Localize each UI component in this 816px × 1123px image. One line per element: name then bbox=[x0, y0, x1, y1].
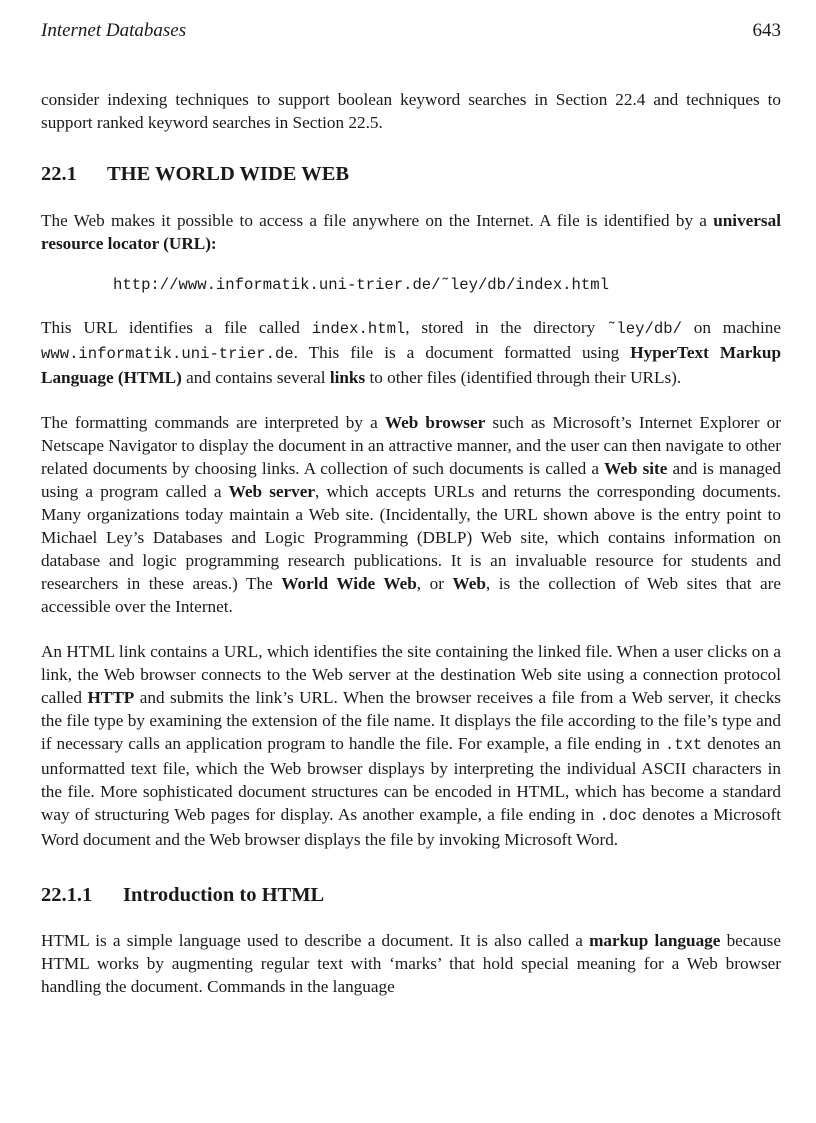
section-number: 22.1 bbox=[41, 163, 77, 185]
running-header bbox=[41, 20, 781, 46]
subsection-heading bbox=[41, 882, 781, 908]
code-directory: ˜ley/db/ bbox=[607, 320, 682, 338]
term-web-server: Web server bbox=[228, 482, 316, 501]
term-http: HTTP bbox=[87, 688, 135, 707]
term-world-wide-web: World Wide Web bbox=[281, 574, 417, 593]
term-html: HyperText Markup Language (HTML) bbox=[41, 343, 782, 387]
paragraph-url-explanation: This URL identifies a file called index.html, stored in the directory ˜ley/db/ on machine www.informatik.uni-trier.de. This file is a document formatted using HyperText Markup Language (HTML) and contains several links to other files (identified through their URLs). bbox=[41, 318, 782, 387]
code-filename: index.html bbox=[311, 320, 406, 338]
paragraph-url-intro: The Web makes it possible to access a file anywhere on the Internet. A file is identified by a universal resource locator (URL): bbox=[41, 211, 781, 253]
paragraph-html-intro: HTML is a simple language used to describe a document. It is also called a markup language because HTML works by augmenting regular text with ‘marks’ that hold special meaning for a Web browser handling the document. Commands in the language bbox=[41, 931, 781, 996]
page bbox=[41, 20, 781, 998]
term-web-site: Web site bbox=[604, 459, 668, 478]
subsection-title: Introduction to HTML bbox=[123, 884, 325, 906]
intro-paragraph: consider indexing techniques to support boolean keyword searches in Section 22.4 and techniques to support ranked keyword searches in Section 22.5. bbox=[41, 90, 781, 132]
term-markup-language: markup language bbox=[589, 931, 721, 950]
running-title: Internet Databases bbox=[41, 20, 187, 41]
term-links: links bbox=[329, 368, 366, 387]
term-url: universal resource locator (URL) bbox=[41, 211, 781, 253]
paragraph-web-browser: The formatting commands are interpreted by a Web browser such as Microsoft’s Internet Explorer or Netscape Navigator to display the document in an attractive manner, and the user can then navigate to other related documents by choosing links. A collection of such documents is called a Web site and is managed using a program called a Web server, which accepts URLs and returns the corresponding documents. Many organizations today maintain a Web site. (Incidentally, the URL shown above is the entry point to Michael Ley’s Databases and Logic Programming (DBLP) Web site, which contains information on database and logic programming research publications. It is an invaluable resource for students and researchers in these areas.) The World Wide Web, or Web, is the collection of Web sites that are accessible over the Internet. bbox=[41, 413, 782, 616]
section-title: THE WORLD WIDE WEB bbox=[107, 163, 350, 185]
term-web: Web bbox=[452, 574, 486, 593]
code-doc: .doc bbox=[599, 807, 637, 825]
url-example: http://www.informatik.uni-trier.de/˜ley/db/index.html bbox=[113, 276, 609, 294]
section-heading bbox=[41, 161, 781, 187]
term-web-browser: Web browser bbox=[384, 413, 486, 432]
paragraph-html-link: An HTML link contains a URL, which identifies the site containing the linked file. When a user clicks on a link, the Web browser connects to the Web server at the destination Web site using a connection protocol called HTTP and submits the link’s URL. When the browser receives a file from a Web server, it checks the file type by examining the extension of the file name. It displays the file according to the file’s type and if necessary calls an application program to handle the file. For example, a file ending in .txt denotes an unformatted text file, which the Web browser displays by interpreting the individual ASCII characters in the file. More sophisticated document structures can be encoded in HTML, which has become a standard way of structuring Web pages for display. As another example, a file ending in .doc denotes a Microsoft Word document and the Web browser displays the file by invoking Microsoft Word. bbox=[41, 642, 781, 849]
code-txt: .txt bbox=[664, 736, 703, 754]
code-machine: www.informatik.uni-trier.de bbox=[41, 345, 294, 363]
subsection-number: 22.1.1 bbox=[41, 884, 93, 906]
page-number: 643 bbox=[752, 20, 781, 41]
